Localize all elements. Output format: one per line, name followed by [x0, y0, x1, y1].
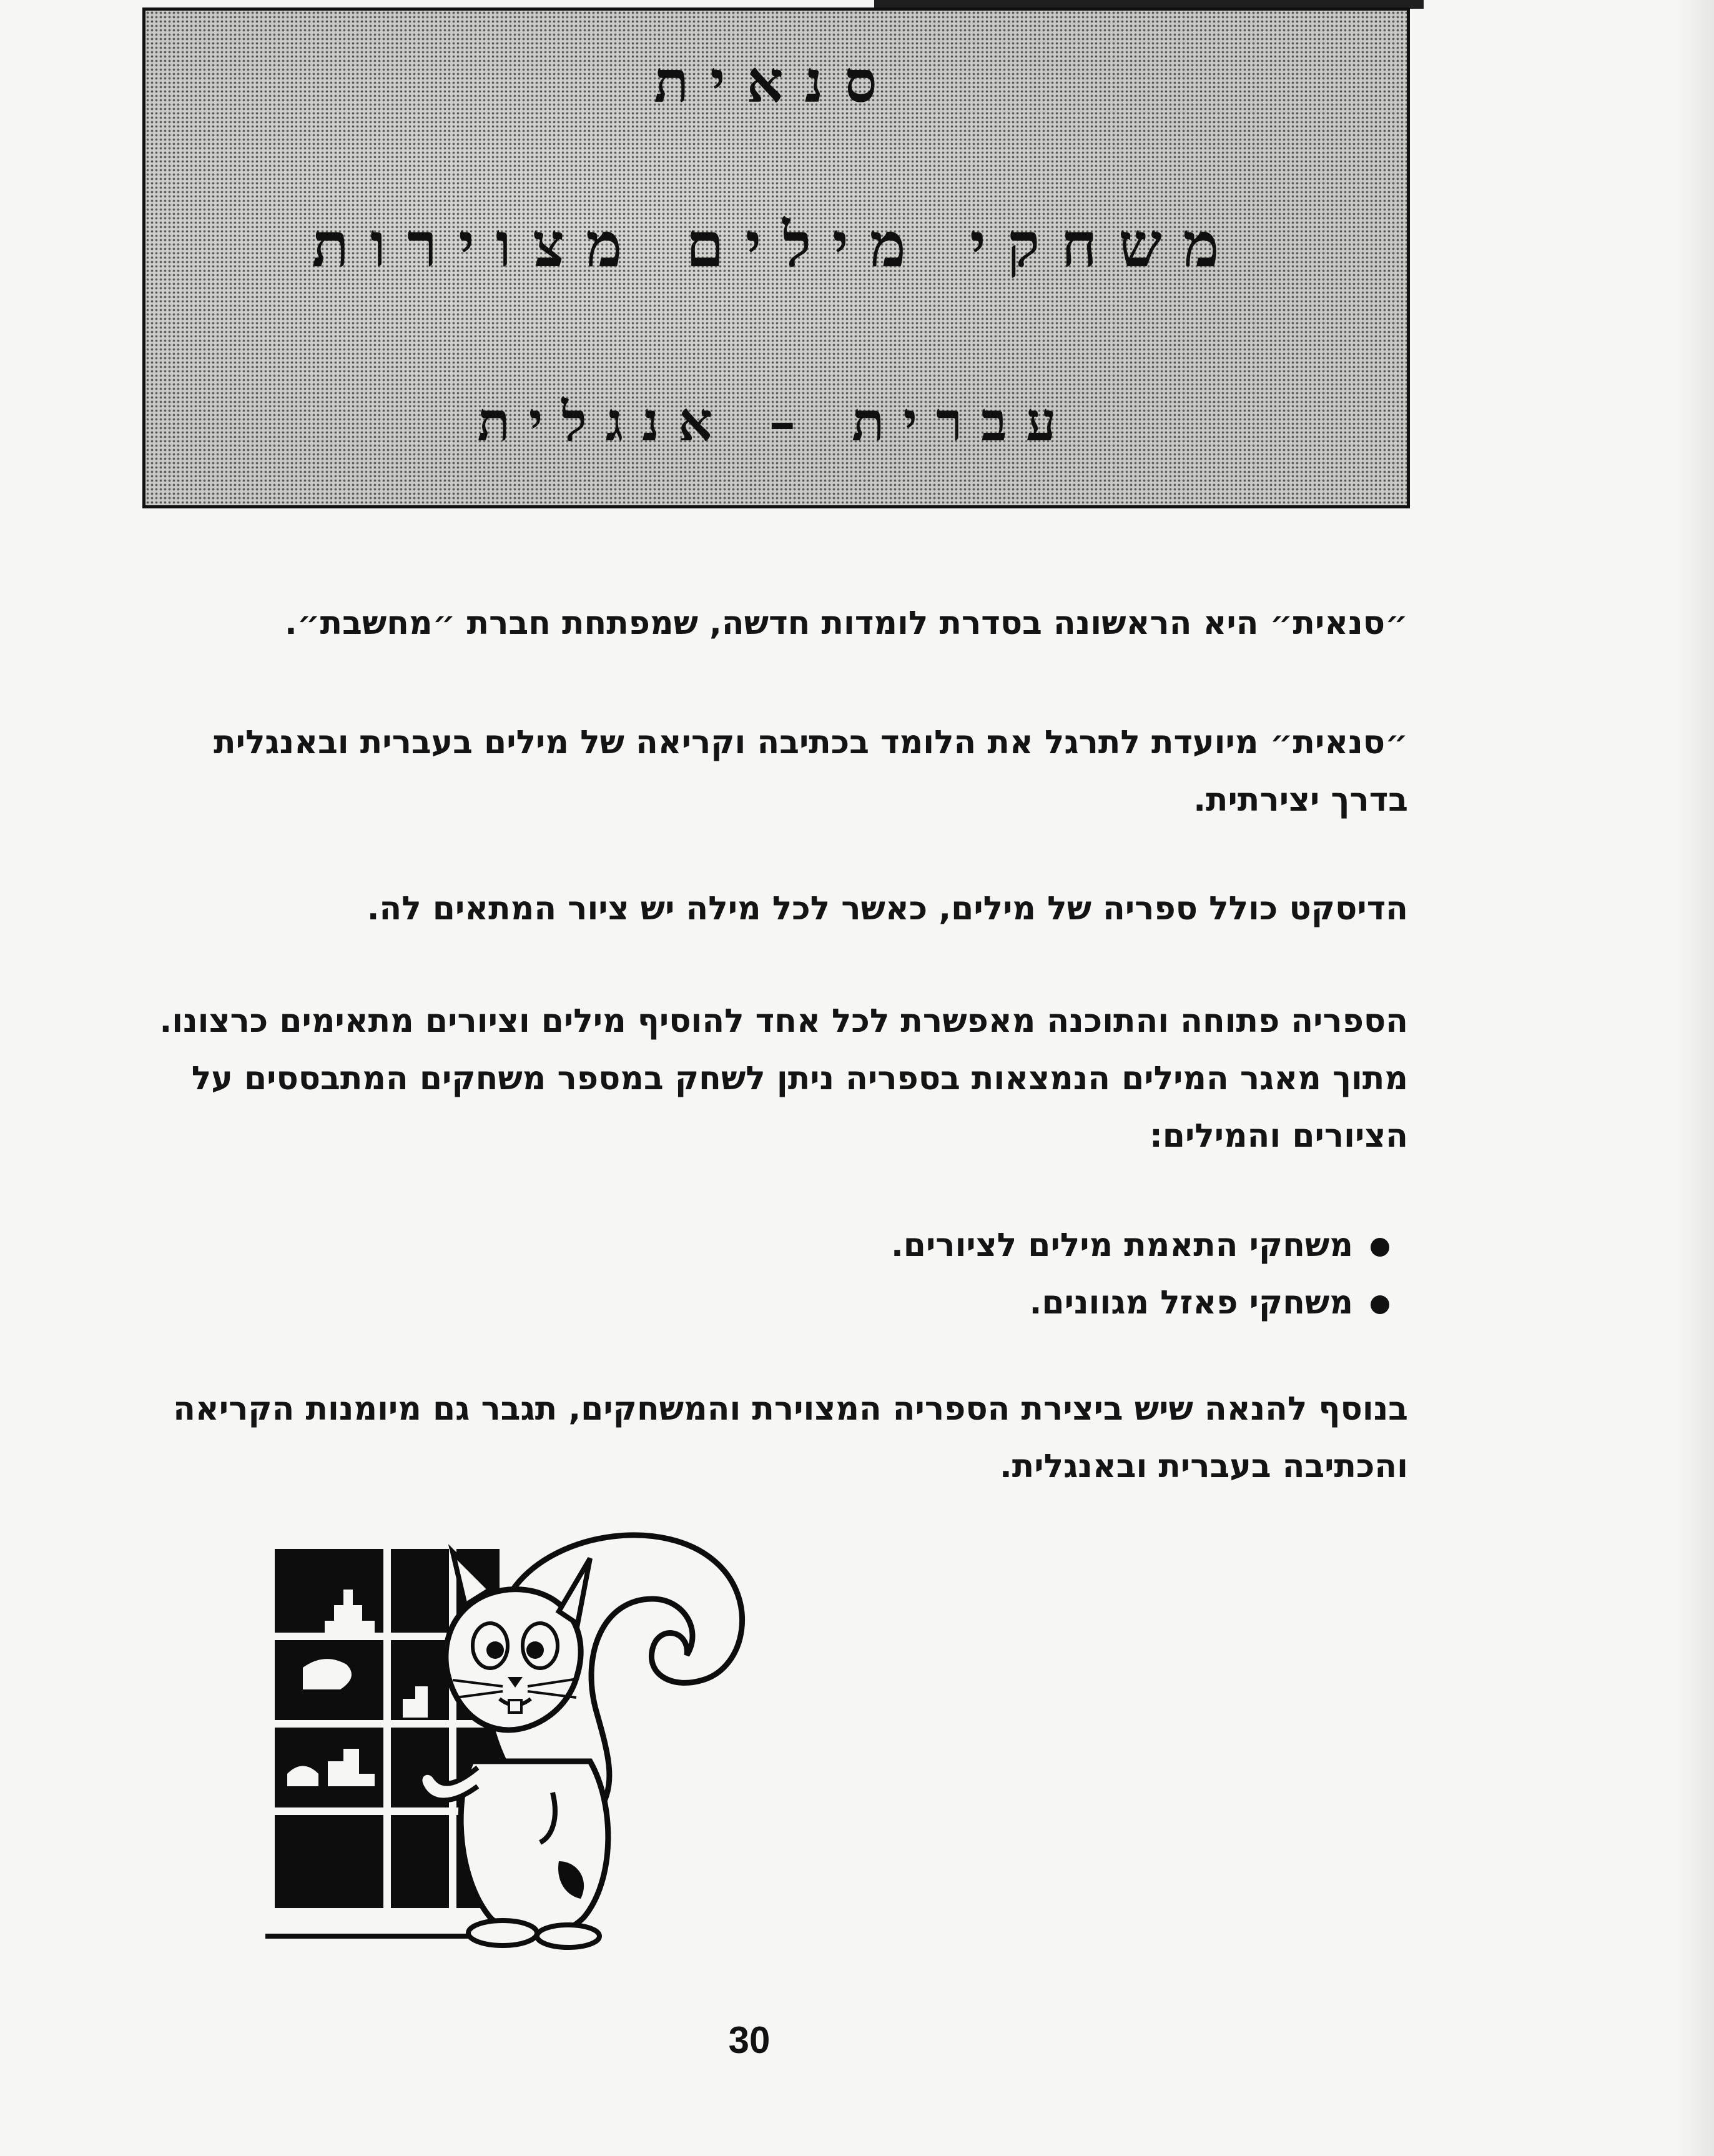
intro-line: ״סנאית״ היא הראשונה בסדרת לומדות חדשה, שמפתחת חברת ״מחשבת״. — [284, 605, 1408, 642]
benefit-line-1: בנוסף להנאה שיש ביצירת הספריה המצוירת והמשחקים, תגבר גם מיומנות הקריאה — [173, 1390, 1408, 1428]
list-item — [891, 1217, 1389, 1274]
library-paragraph — [160, 992, 1409, 1165]
library-line-2: מתוך מאגר המילים הנמצאות בספריה ניתן לשחק במספר משחקים המתבססים על — [191, 1060, 1408, 1097]
purpose-line-1: ״סנאית״ מיועדת לתרגל את הלומד בכתיבה וקריאה של מילים בעברית ובאנגלית — [214, 724, 1408, 761]
intro-paragraph — [285, 595, 1408, 652]
page-edge-shadow — [1677, 0, 1714, 2156]
library-line-3: הציורים והמילים: — [1149, 1117, 1408, 1155]
diskette-paragraph — [367, 880, 1408, 937]
product-subtitle: משחקי מילים מצוירות — [312, 209, 1241, 281]
benefit-line-2: והכתיבה בעברית ובאנגלית. — [1000, 1448, 1408, 1485]
library-line-1: הספריה פתוחה והתוכנה מאפשרת לכל אחד להוסיף מילים וציורים מתאימים כרצונו. — [159, 1002, 1408, 1040]
diskette-line: הדיסקט כולל ספריה של מילים, כאשר לכל מילה יש ציור המתאים לה. — [367, 890, 1408, 927]
purpose-paragraph — [214, 714, 1408, 829]
bullet-icon — [1371, 1238, 1389, 1257]
benefit-paragraph — [173, 1380, 1408, 1495]
product-title: סנאית — [654, 48, 899, 116]
list-item-text: משחקי התאמת מילים לציורים. — [890, 1227, 1353, 1264]
squirrel-window-illustration — [265, 1511, 765, 1961]
bullet-icon — [1371, 1295, 1389, 1314]
list-item-text: משחקי פאזל מגוונים. — [1029, 1284, 1353, 1322]
games-list — [891, 1217, 1389, 1332]
product-languages: עברית – אנגלית — [477, 390, 1075, 453]
purpose-line-2: בדרך יצירתית. — [1193, 781, 1408, 819]
list-item — [891, 1274, 1389, 1332]
title-banner — [142, 7, 1410, 508]
page-number: 30 — [728, 2019, 771, 2061]
